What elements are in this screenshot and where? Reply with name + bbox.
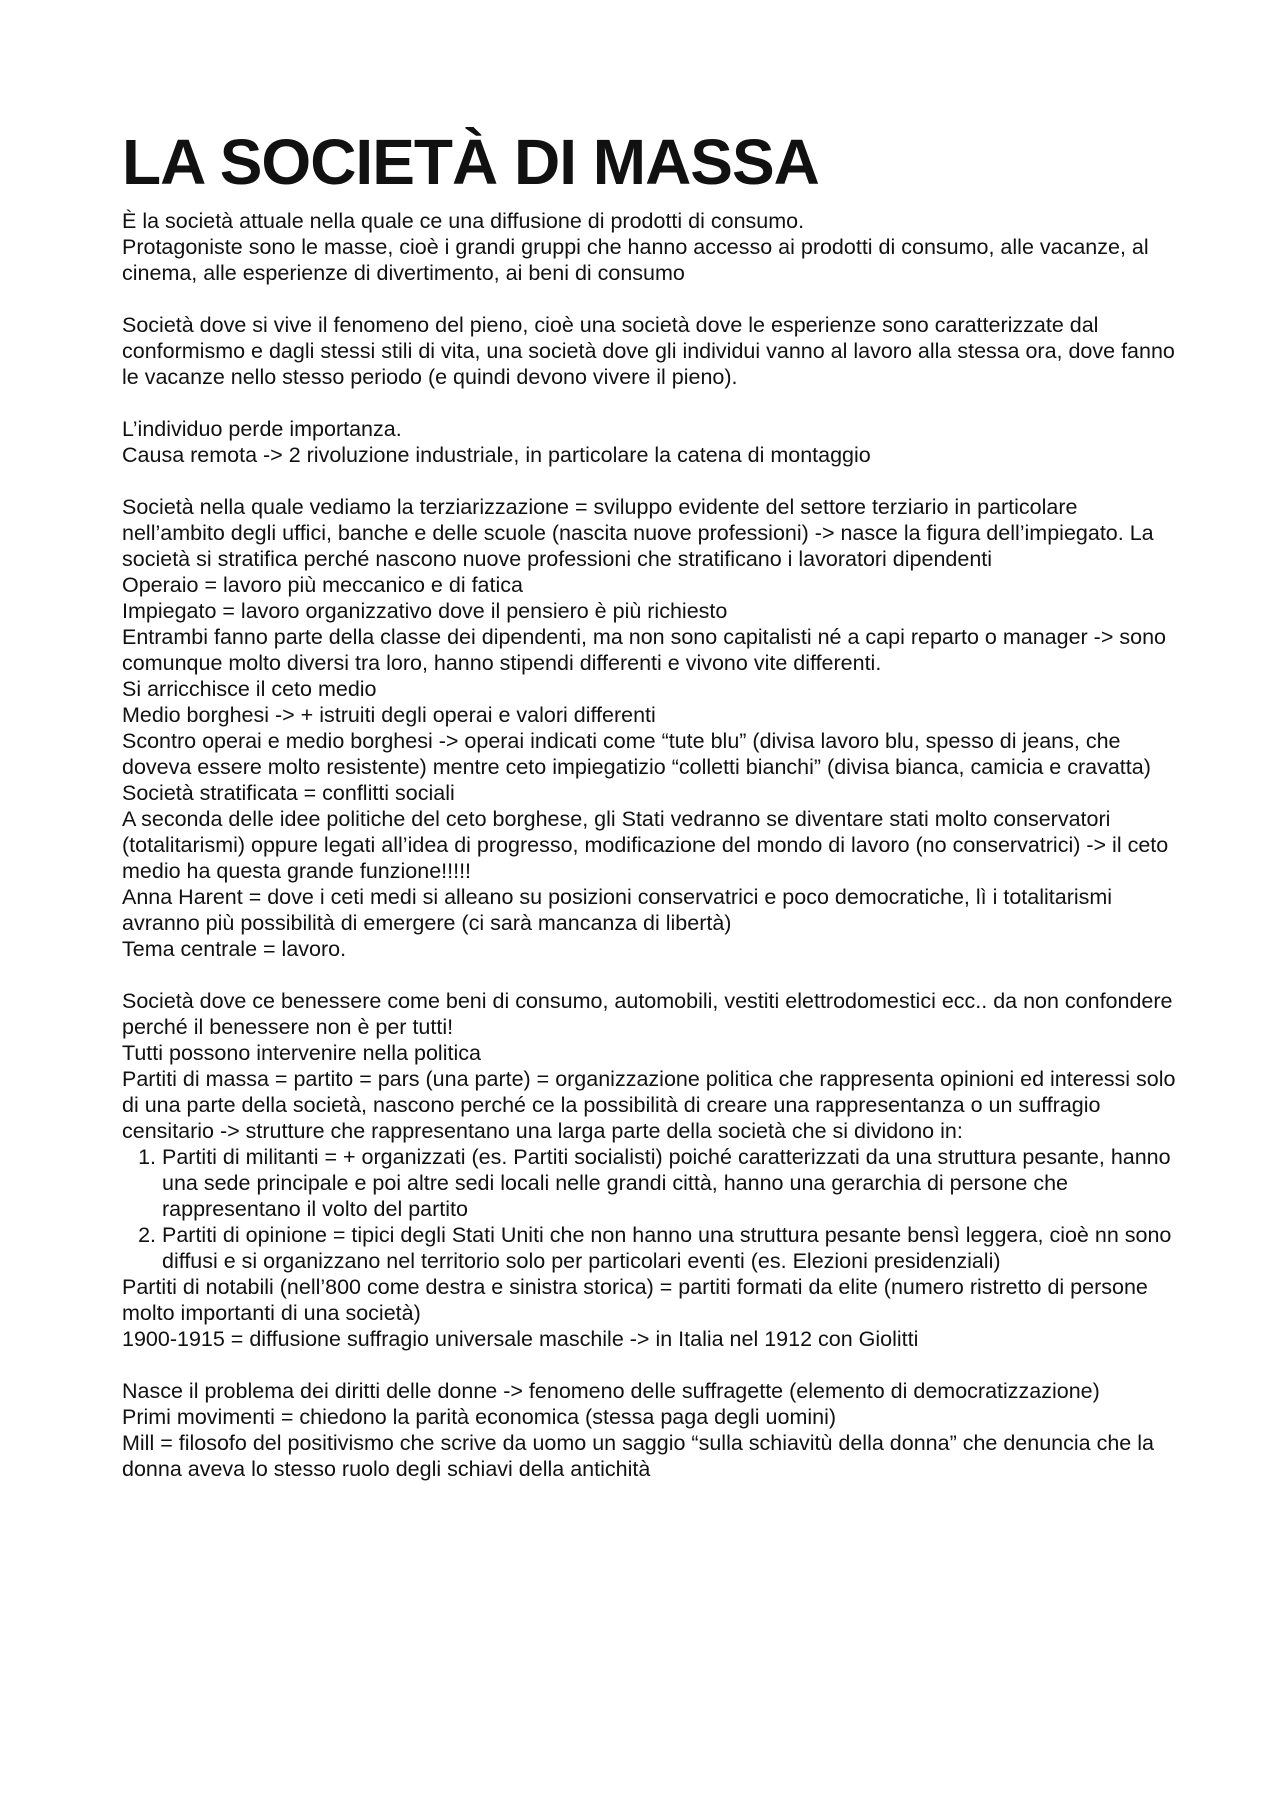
- text-line: Società dove ce benessere come beni di consumo, automobili, vestiti elettrodomestici ecc.. da non confondere perché il benessere non è per tutti!: [122, 989, 1173, 1039]
- list-item: 1. Partiti di militanti = + organizzati (es. Partiti socialisti) poiché caratterizzati da una struttura pesante, hanno una sede principale e poi altre sedi locali nelle grandi città, hanno una gerarchia di persone che rappresentano il volto del partito: [162, 1144, 1182, 1222]
- text-line: Anna Harent = dove i ceti medi si alleano su posizioni conservatrici e poco democratiche, lì i totalitarismi avranno più possibilità di emergere (ci sarà mancanza di libertà): [122, 885, 1113, 935]
- text-line: Protagoniste sono le masse, cioè i grandi gruppi che hanno accesso ai prodotti di consumo, alle vacanze, al cinema, alle esperienze di divertimento, ai beni di consumo: [122, 235, 1149, 285]
- text-line: Partiti di notabili (nell’800 come destra e sinistra storica) = partiti formati da elite (numero ristretto di persone molto importanti di una società): [122, 1275, 1148, 1325]
- text-line: Tema centrale = lavoro.: [122, 937, 347, 961]
- numbered-list: [122, 1144, 1182, 1274]
- paragraph-pieno: [122, 312, 1182, 390]
- text-line: Tutti possono intervenire nella politica: [122, 1041, 481, 1065]
- text-line: Causa remota -> 2 rivoluzione industriale, in particolare la catena di montaggio: [122, 443, 871, 467]
- text-line: A seconda delle idee politiche del ceto borghese, gli Stati vedranno se diventare stati molto conservatori (totalitarismi) oppure legati all’idea di progresso, modificazione del mondo di lavoro (no conservatrici) -> il ceto medio ha questa grande funzione!!!!!: [122, 807, 1169, 883]
- paragraph-definition: [122, 208, 1182, 286]
- text-line: Primi movimenti = chiedono la parità economica (stessa paga degli uomini): [122, 1405, 837, 1429]
- text-line: Operaio = lavoro più meccanico e di fatica: [122, 573, 523, 597]
- paragraph-benessere: [122, 988, 1182, 1352]
- document-title: LA SOCIETÀ DI MASSA: [122, 126, 819, 198]
- paragraph-individuo: [122, 416, 1182, 468]
- text-line: Entrambi fanno parte della classe dei dipendenti, ma non sono capitalisti né a capi reparto o manager -> sono comunque molto diversi tra loro, hanno stipendi differenti e vivono vite differenti.: [122, 625, 1166, 675]
- paragraph-terziarizzazione: [122, 494, 1182, 962]
- text-line: Scontro operai e medio borghesi -> operai indicati come “tute blu” (divisa lavoro blu, spesso di jeans, che doveva essere molto resistente) mentre ceto impiegatizio “colletti bianchi” (divisa bianca, camicia e cravatta): [122, 729, 1151, 779]
- text-line: Si arricchisce il ceto medio: [122, 677, 377, 701]
- text-line: Mill = filosofo del positivismo che scrive da uomo un saggio “sulla schiavitù della donna” che denuncia che la donna aveva lo stesso ruolo degli schiavi della antichità: [122, 1431, 1154, 1481]
- text-line: Medio borghesi -> + istruiti degli operai e valori differenti: [122, 703, 656, 727]
- text-line: Nasce il problema dei diritti delle donne -> fenomeno delle suffragette (elemento di democratizzazione): [122, 1379, 1100, 1403]
- text-line: Società stratificata = conflitti sociali: [122, 781, 455, 805]
- document-page: [122, 128, 1182, 1482]
- text-line: È la società attuale nella quale ce una diffusione di prodotti di consumo.: [122, 209, 805, 233]
- text-line: Società nella quale vediamo la terziarizzazione = sviluppo evidente del settore terziario in particolare nell’ambito degli uffici, banche e delle scuole (nascita nuove professioni) -> nasce la figura dell’impiegato. La società si stratifica perché nascono nuove professioni che stratificano i lavoratori dipendenti: [122, 495, 1154, 571]
- text-line: Società dove si vive il fenomeno del pieno, cioè una società dove le esperienze sono caratterizzate dal conformismo e dagli stessi stili di vita, una società dove gli individui vanno al lavoro alla stessa ora, dove fanno le vacanze nello stesso periodo (e quindi devono vivere il pieno).: [122, 313, 1175, 389]
- text-line: L’individuo perde importanza.: [122, 417, 402, 441]
- text-line: Partiti di massa = partito = pars (una parte) = organizzazione politica che rappresenta opinioni ed interessi solo di una parte della società, nascono perché ce la possibilità di creare una rappresentanza o un suffragio censitario -> strutture che rappresentano una larga parte della società che si dividono in:: [122, 1067, 1176, 1143]
- text-line: Impiegato = lavoro organizzativo dove il pensiero è più richiesto: [122, 599, 728, 623]
- text-line: 1900-1915 = diffusione suffragio universale maschile -> in Italia nel 1912 con Giolitti: [122, 1327, 919, 1351]
- paragraph-diritti-donne: [122, 1378, 1182, 1482]
- list-item: 2. Partiti di opinione = tipici degli Stati Uniti che non hanno una struttura pesante bensì leggera, cioè nn sono diffusi e si organizzano nel territorio solo per particolari eventi (es. Elezioni presidenziali): [162, 1222, 1182, 1274]
